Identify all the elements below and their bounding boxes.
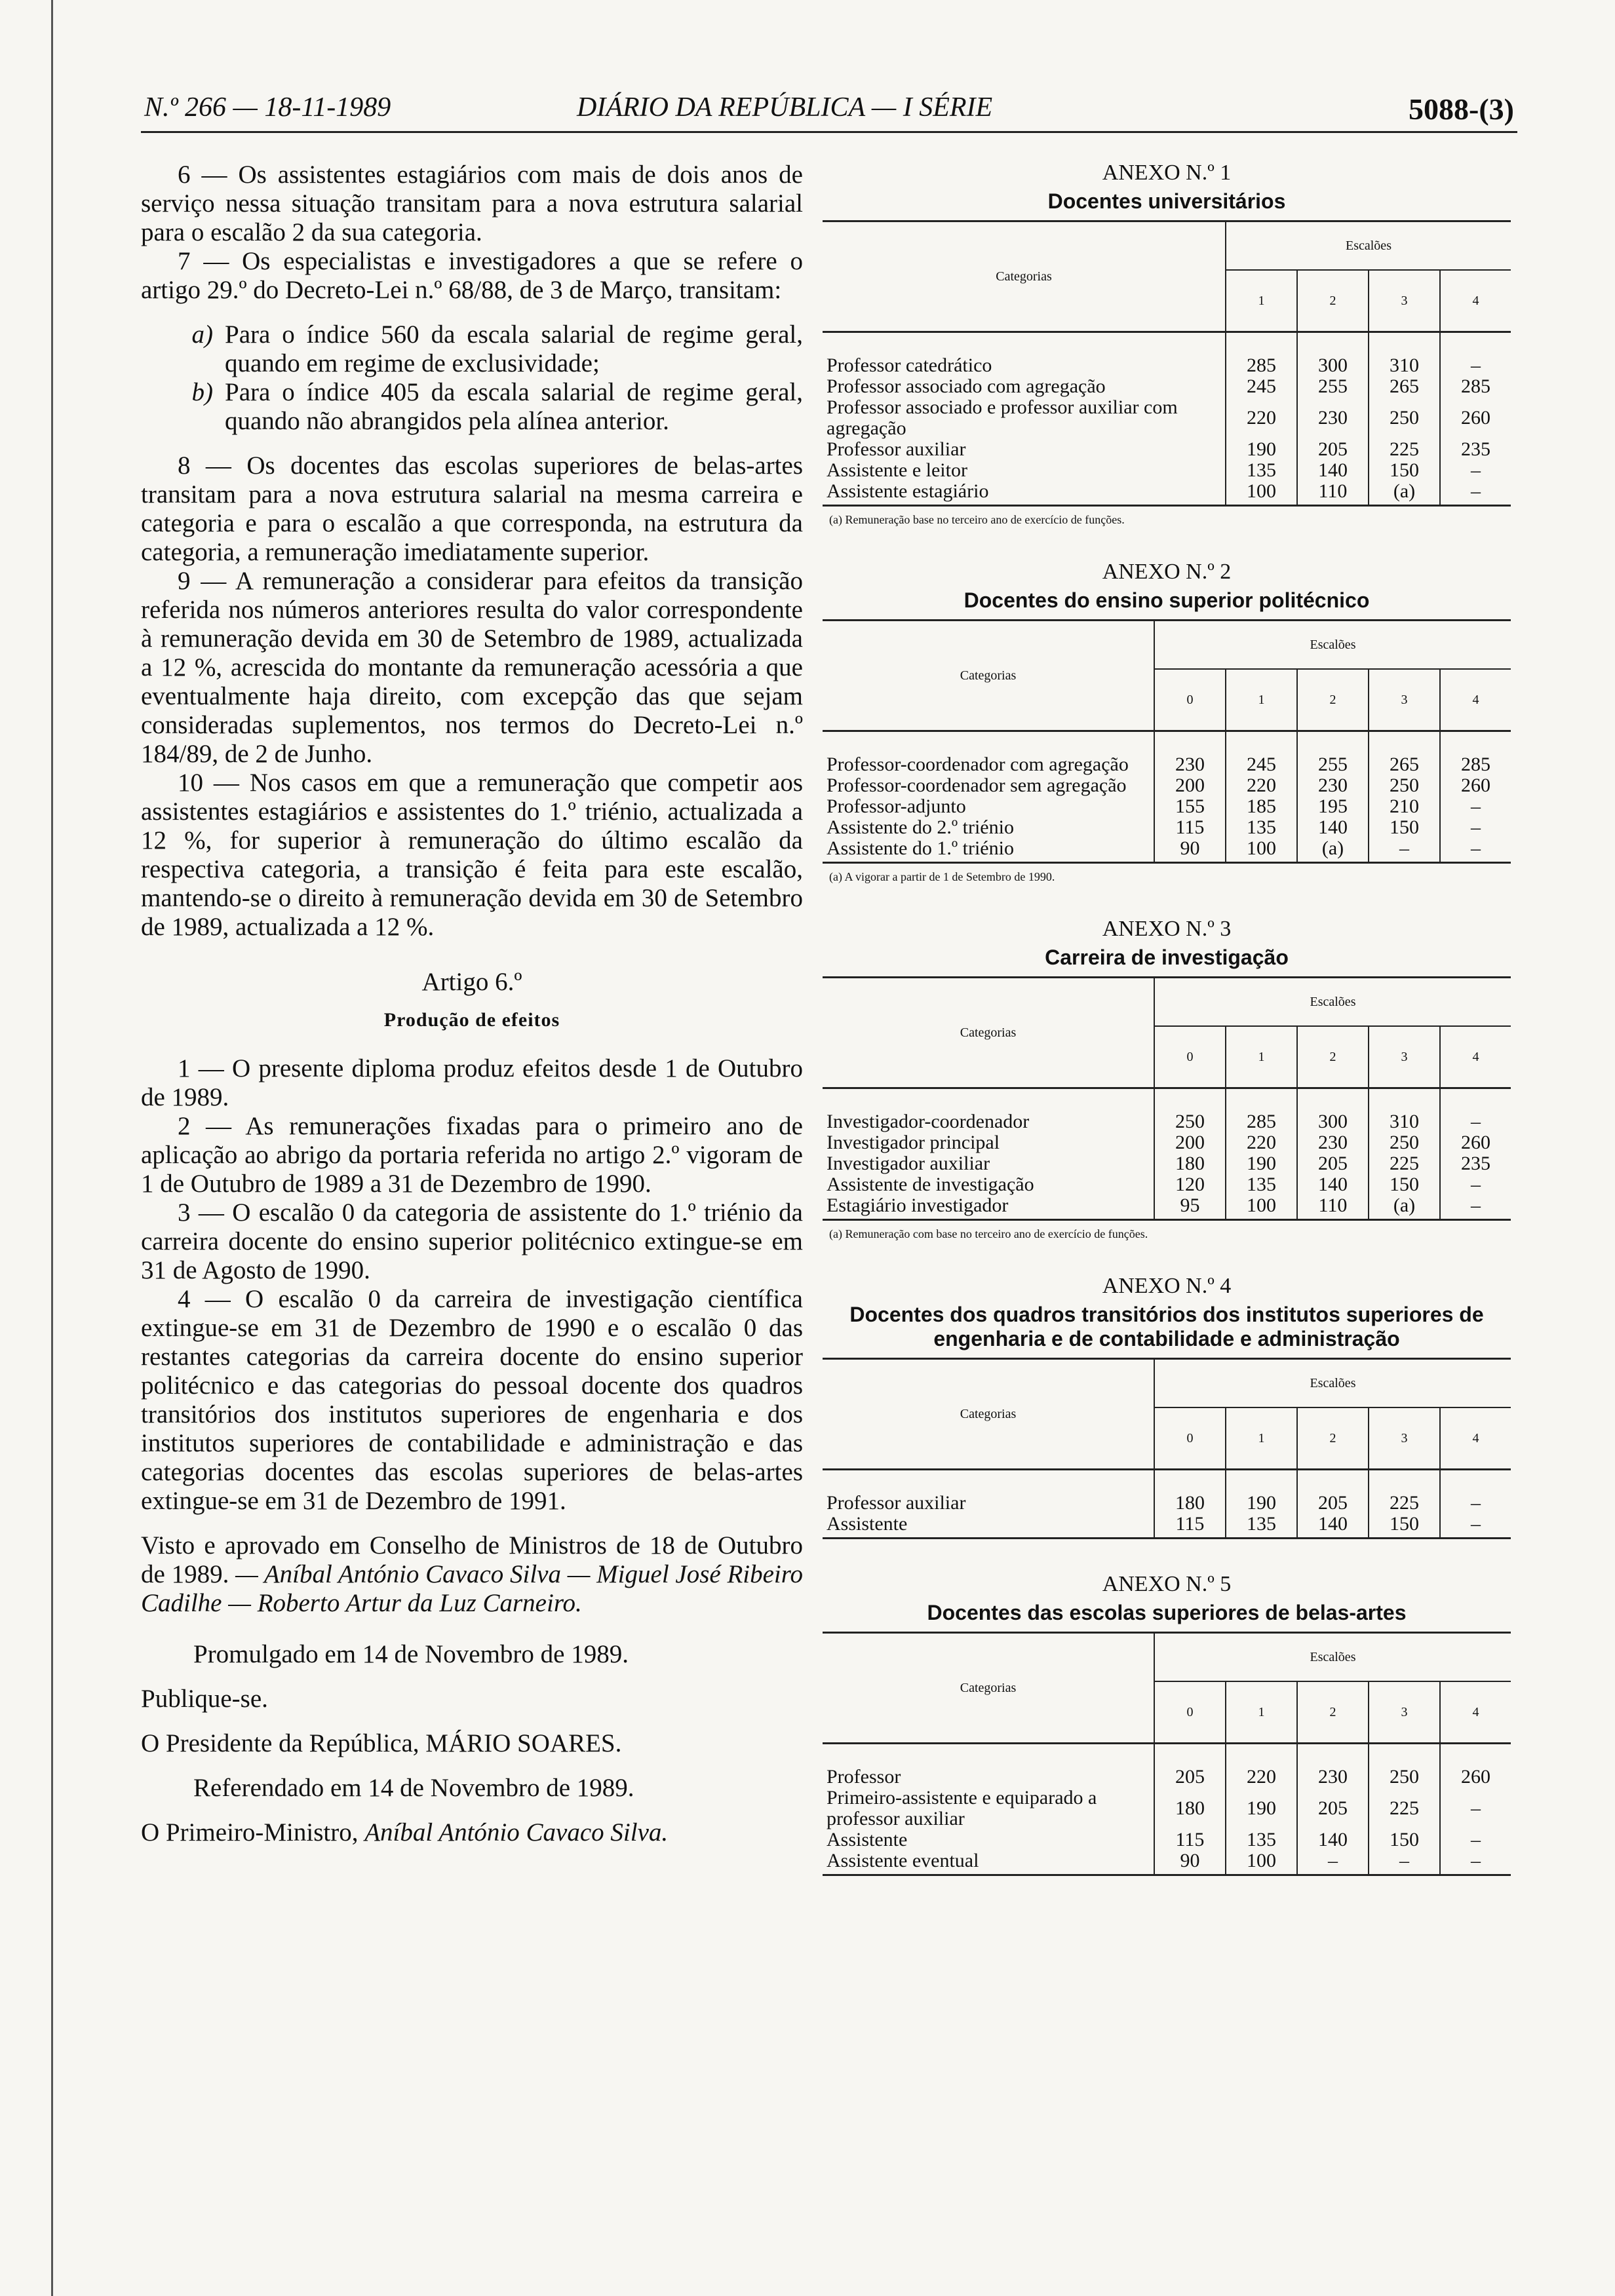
prime-minister-signature: O Primeiro-Ministro, Aníbal António Cavaco Silva.: [141, 1818, 669, 1846]
salary-index-cell: (a): [1369, 481, 1440, 506]
article-item-2: 2 — As remunerações fixadas para o primeiro ano de aplicação ao abrigo da portaria referida no artigo 2.º vigoram de 1 de Outubro de 1989 a 31 de Dezembro de 1990.: [141, 1112, 803, 1198]
salary-index-cell: 90: [1154, 1850, 1226, 1875]
categories-header: Categorias: [960, 1406, 1017, 1421]
salary-index-cell: 135: [1226, 1514, 1297, 1539]
table-row: [823, 439, 1511, 460]
salary-index-cell: 100: [1226, 481, 1297, 506]
countersignature-date: Referendado em 14 de Novembro de 1989.: [193, 1774, 634, 1802]
category-name: Professor auxiliar: [827, 1492, 966, 1514]
annex-subtitle: Docentes dos quadros transitórios dos institutos superiores de engenharia e de contabilidade e administração: [849, 1303, 1484, 1350]
escaloes-header: Escalões: [1154, 1633, 1511, 1682]
salary-index-cell: 250: [1154, 1088, 1226, 1133]
escalao-column-header: 4: [1440, 1026, 1511, 1088]
salary-index-cell: 205: [1154, 1744, 1226, 1788]
article-item-4: 4 — O escalão 0 da carreira de investigação científica extingue-se em 31 de Dezembro de 1990 e o escalão 0 das restantes categorias da carreira docente do ensino superior politécnico e das categorias do pessoal docente dos quadros transitórios dos institutos superiores de engenharia e dos institutos superiores de contabilidade e administração e das categorias docentes das escolas superiores de belas-artes extingue-se em 31 de Dezembro de 1991.: [141, 1285, 803, 1515]
salary-index-cell: 230: [1154, 731, 1226, 776]
salary-index-cell: –: [1369, 1850, 1440, 1875]
escalao-column-header: 3: [1369, 270, 1440, 332]
salary-index-cell: –: [1440, 1829, 1511, 1850]
salary-index-cell: 300: [1297, 332, 1369, 377]
category-name: Estagiário investigador: [827, 1195, 1009, 1216]
salary-index-cell: (a): [1297, 838, 1369, 863]
article-subtitle: Produção de efeitos: [383, 1009, 560, 1031]
salary-index-cell: 250: [1369, 1132, 1440, 1153]
salary-index-cell: 195: [1297, 796, 1369, 817]
article-title: Artigo 6.º: [421, 968, 522, 996]
categories-header: Categorias: [960, 668, 1017, 683]
article-item-1: 1 — O presente diploma produz efeitos desde 1 de Outubro de 1989.: [141, 1054, 803, 1111]
table-row: [823, 838, 1511, 863]
categories-header: Categorias: [960, 1025, 1017, 1040]
annexes-column: [823, 161, 1511, 1909]
paragraph-9: 9 — A remuneração a considerar para efeitos da transição referida nos números anteriores resulta do valor correspondente à remuneração devida em 30 de Setembro de 1989, actualizada a 12 %, acrescida do montante da remuneração acessória a que eventualmente haja direito, com excepção das que sejam consideradas suplementos, nos termos do Decreto-Lei n.º 184/89, de 2 de Junho.: [141, 567, 803, 768]
salary-index-cell: 260: [1440, 397, 1511, 439]
salary-index-cell: 140: [1297, 1174, 1369, 1195]
category-name: Assistente e leitor: [827, 459, 967, 481]
category-name: Assistente: [827, 1513, 908, 1535]
annex-title: ANEXO N.º 3: [1102, 917, 1232, 941]
salary-index-cell: –: [1440, 481, 1511, 506]
annex-title: ANEXO N.º 4: [1102, 1274, 1232, 1298]
salary-index-cell: 190: [1226, 439, 1297, 460]
salary-index-cell: 150: [1369, 1174, 1440, 1195]
annex-3: [823, 917, 1511, 1241]
salary-index-cell: 115: [1154, 1829, 1226, 1850]
annex-subtitle: Docentes universitários: [1047, 189, 1286, 213]
annex-title: ANEXO N.º 5: [1102, 1572, 1232, 1596]
salary-table: [823, 619, 1511, 864]
salary-index-cell: 220: [1226, 1744, 1297, 1788]
escalao-column-header: 1: [1226, 669, 1297, 731]
categories-header: Categorias: [960, 1680, 1017, 1695]
paragraph-6: 6 — Os assistentes estagiários com mais de dois anos de serviço nessa situação transitam para a nova estrutura salarial para o escalão 2 da sua categoria.: [141, 161, 803, 246]
escalao-column-header: 2: [1297, 1026, 1369, 1088]
left-column: [141, 161, 803, 1847]
category-name: Professor: [827, 1766, 901, 1788]
salary-index-cell: 120: [1154, 1174, 1226, 1195]
salary-index-cell: 235: [1440, 439, 1511, 460]
salary-index-cell: 260: [1440, 1744, 1511, 1788]
table-row: [823, 332, 1511, 377]
salary-index-cell: –: [1440, 817, 1511, 838]
salary-index-cell: 200: [1154, 775, 1226, 796]
salary-index-cell: –: [1440, 1514, 1511, 1539]
escalao-column-header: 2: [1297, 1407, 1369, 1470]
salary-index-cell: 190: [1226, 1470, 1297, 1514]
table-row: [823, 481, 1511, 506]
salary-index-cell: –: [1440, 1470, 1511, 1514]
category-name: Investigador auxiliar: [827, 1153, 990, 1174]
table-row: [823, 1829, 1511, 1850]
escalao-column-header: 3: [1369, 1026, 1440, 1088]
escalao-column-header: 3: [1369, 669, 1440, 731]
escalao-column-header: 2: [1297, 270, 1369, 332]
salary-index-cell: –: [1440, 1850, 1511, 1875]
salary-index-cell: 140: [1297, 1514, 1369, 1539]
salary-index-cell: 140: [1297, 460, 1369, 481]
salary-index-cell: 265: [1369, 376, 1440, 397]
table-row: [823, 376, 1511, 397]
escalao-column-header: 4: [1440, 1407, 1511, 1470]
page-header: [144, 92, 1514, 131]
paragraph-7: 7 — Os especialistas e investigadores a que se refere o artigo 29.º do Decreto-Lei n.º 68/88, de 3 de Março, transitam:: [141, 247, 803, 304]
salary-index-cell: 225: [1369, 1153, 1440, 1174]
salary-index-cell: 180: [1154, 1153, 1226, 1174]
salary-index-cell: –: [1440, 332, 1511, 377]
salary-index-cell: 260: [1440, 1132, 1511, 1153]
salary-index-cell: –: [1440, 460, 1511, 481]
category-name: Professor-coordenador com agregação: [827, 754, 1129, 775]
salary-index-cell: 285: [1440, 731, 1511, 776]
salary-index-cell: 95: [1154, 1195, 1226, 1220]
escalao-column-header: 0: [1154, 669, 1226, 731]
category-name: Assistente estagiário: [827, 480, 989, 502]
escalao-column-header: 4: [1440, 1681, 1511, 1744]
escalao-column-header: 1: [1226, 270, 1297, 332]
category-name: Investigador-coordenador: [827, 1111, 1030, 1132]
salary-index-cell: 150: [1369, 1514, 1440, 1539]
salary-table: [823, 1358, 1511, 1539]
table-row: [823, 1153, 1511, 1174]
salary-index-cell: 265: [1369, 731, 1440, 776]
escalao-column-header: 0: [1154, 1026, 1226, 1088]
annex-2: [823, 560, 1511, 884]
salary-index-cell: 225: [1369, 439, 1440, 460]
salary-index-cell: 135: [1226, 817, 1297, 838]
escaloes-header: Escalões: [1154, 621, 1511, 670]
table-row: [823, 1174, 1511, 1195]
categories-header: Categorias: [996, 269, 1052, 284]
table-row: [823, 1195, 1511, 1220]
table-row: [823, 731, 1511, 776]
salary-index-cell: 110: [1297, 1195, 1369, 1220]
binding-edge-line: [51, 0, 53, 2296]
salary-index-cell: 180: [1154, 1470, 1226, 1514]
table-row: [823, 1470, 1511, 1514]
salary-index-cell: 255: [1297, 731, 1369, 776]
table-row: [823, 460, 1511, 481]
salary-index-cell: –: [1440, 796, 1511, 817]
salary-index-cell: 90: [1154, 838, 1226, 863]
salary-index-cell: 250: [1369, 775, 1440, 796]
signatories: — Aníbal António Cavaco Silva — Miguel José Ribeiro Cadilhe — Roberto Artur da Luz Carneiro.: [141, 1560, 804, 1617]
salary-index-cell: 140: [1297, 817, 1369, 838]
category-name: Assistente do 2.º triénio: [827, 816, 1014, 838]
category-name: Primeiro-assistente e equiparado a professor auxiliar: [827, 1787, 1097, 1829]
escalao-column-header: 4: [1440, 669, 1511, 731]
list-item: b) Para o índice 405 da escala salarial de regime geral, quando não abrangidos pela alínea anterior.: [191, 378, 803, 435]
salary-index-cell: 230: [1297, 397, 1369, 439]
salary-index-cell: 100: [1226, 1850, 1297, 1875]
salary-table: [823, 1632, 1511, 1876]
salary-index-cell: 245: [1226, 376, 1297, 397]
salary-index-cell: 180: [1154, 1788, 1226, 1829]
salary-index-cell: 115: [1154, 1514, 1226, 1539]
salary-index-cell: (a): [1369, 1195, 1440, 1220]
salary-index-cell: 310: [1369, 332, 1440, 377]
salary-index-cell: –: [1440, 1174, 1511, 1195]
salary-index-cell: 205: [1297, 1788, 1369, 1829]
category-name: Investigador principal: [827, 1132, 1000, 1153]
table-row: [823, 1514, 1511, 1539]
category-name: Assistente de investigação: [827, 1174, 1034, 1195]
salary-index-cell: 100: [1226, 838, 1297, 863]
table-row: [823, 796, 1511, 817]
escalao-column-header: 2: [1297, 1681, 1369, 1744]
salary-index-cell: –: [1440, 1195, 1511, 1220]
table-row: [823, 1850, 1511, 1875]
escalao-column-header: 1: [1226, 1407, 1297, 1470]
president-signature: O Presidente da República, MÁRIO SOARES.: [141, 1729, 622, 1757]
salary-index-cell: 210: [1369, 796, 1440, 817]
table-row: [823, 775, 1511, 796]
salary-index-cell: 190: [1226, 1153, 1297, 1174]
salary-index-cell: –: [1440, 1788, 1511, 1829]
salary-index-cell: 285: [1440, 376, 1511, 397]
salary-index-cell: 230: [1297, 1132, 1369, 1153]
salary-index-cell: 135: [1226, 1829, 1297, 1850]
salary-index-cell: 220: [1226, 1132, 1297, 1153]
salary-index-cell: 155: [1154, 796, 1226, 817]
publication-order: Publique-se.: [141, 1685, 268, 1713]
escalao-column-header: 3: [1369, 1681, 1440, 1744]
salary-index-cell: –: [1369, 838, 1440, 863]
approval-text: Visto e aprovado em Conselho de Ministros de 18 de Outubro de 1989. — Aníbal António Cavaco Silva — Miguel José Ribeiro Cadilhe — Roberto Artur da Luz Carneiro.: [141, 1531, 804, 1617]
escalao-column-header: 0: [1154, 1407, 1226, 1470]
category-name: Professor associado com agregação: [827, 375, 1106, 397]
paragraph-10: 10 — Nos casos em que a remuneração que competir aos assistentes estagiários e assistentes do 1.º triénio, actualizada a 12 %, for superior à remuneração do último escalão da respectiva categoria, a transição é feita para este escalão, mantendo-se o direito à remuneração devida em 30 de Setembro de 1989, actualizada a 12 %.: [141, 769, 803, 941]
salary-index-cell: 285: [1226, 1088, 1297, 1133]
annex-5: [823, 1572, 1511, 1876]
salary-index-cell: 310: [1369, 1088, 1440, 1133]
escaloes-header: Escalões: [1226, 221, 1511, 271]
salary-index-cell: 110: [1297, 481, 1369, 506]
salary-index-cell: 140: [1297, 1829, 1369, 1850]
salary-index-cell: 260: [1440, 775, 1511, 796]
salary-index-cell: 115: [1154, 817, 1226, 838]
escalao-column-header: 1: [1226, 1681, 1297, 1744]
table-row: [823, 1088, 1511, 1133]
annex-1: [823, 161, 1511, 527]
table-footnote: (a) Remuneração base no terceiro ano de exercício de funções.: [829, 513, 1125, 526]
annex-title: ANEXO N.º 2: [1102, 560, 1232, 584]
annex-title: ANEXO N.º 1: [1102, 161, 1232, 185]
salary-index-cell: 255: [1297, 376, 1369, 397]
promulgation: Promulgado em 14 de Novembro de 1989.: [193, 1640, 629, 1668]
table-footnote: (a) Remuneração com base no terceiro ano de exercício de funções.: [829, 1227, 1148, 1240]
salary-index-cell: 230: [1297, 775, 1369, 796]
escaloes-header: Escalões: [1154, 1359, 1511, 1408]
table-row: [823, 1132, 1511, 1153]
salary-index-cell: 225: [1369, 1470, 1440, 1514]
salary-index-cell: 205: [1297, 439, 1369, 460]
salary-index-cell: 185: [1226, 796, 1297, 817]
journal-title: DIÁRIO DA REPÚBLICA — I SÉRIE: [577, 92, 993, 123]
escaloes-header: Escalões: [1154, 978, 1511, 1027]
category-name: Professor catedrático: [827, 354, 992, 376]
escalao-column-header: 0: [1154, 1681, 1226, 1744]
salary-index-cell: 225: [1369, 1788, 1440, 1829]
salary-index-cell: 220: [1226, 775, 1297, 796]
annex-4: [823, 1274, 1511, 1539]
annex-subtitle: Docentes do ensino superior politécnico: [963, 588, 1370, 612]
annex-subtitle: Docentes das escolas superiores de belas-artes: [927, 1601, 1407, 1624]
salary-index-cell: 220: [1226, 397, 1297, 439]
salary-index-cell: 200: [1154, 1132, 1226, 1153]
salary-index-cell: 100: [1226, 1195, 1297, 1220]
category-name: Professor associado e professor auxiliar com agregação: [827, 396, 1178, 439]
header-rule: [141, 131, 1517, 133]
paragraph-8: 8 — Os docentes das escolas superiores de belas-artes transitam para a nova estrutura salarial na mesma carreira e categoria e para o escalão a que corresponda, na estrutura da categoria, a remuneração imediatamente superior.: [141, 451, 803, 566]
page-number: 5088-(3): [1409, 92, 1514, 126]
category-name: Assistente do 1.º triénio: [827, 837, 1014, 859]
escalao-column-header: 3: [1369, 1407, 1440, 1470]
salary-index-cell: 250: [1369, 397, 1440, 439]
category-name: Professor auxiliar: [827, 438, 966, 460]
table-row: [823, 817, 1511, 838]
salary-index-cell: 150: [1369, 817, 1440, 838]
category-name: Professor-coordenador sem agregação: [827, 775, 1127, 796]
salary-index-cell: –: [1297, 1850, 1369, 1875]
issue-number: N.º 266 — 18-11-1989: [144, 92, 391, 123]
article-item-3: 3 — O escalão 0 da categoria de assistente do 1.º triénio da carreira docente do ensino superior politécnico extingue-se em 31 de Agosto de 1990.: [141, 1198, 803, 1284]
salary-index-cell: 150: [1369, 1829, 1440, 1850]
salary-index-cell: 190: [1226, 1788, 1297, 1829]
table-row: [823, 1788, 1511, 1829]
table-row: [823, 397, 1511, 439]
escalao-column-header: 2: [1297, 669, 1369, 731]
salary-index-cell: 150: [1369, 460, 1440, 481]
salary-index-cell: 235: [1440, 1153, 1511, 1174]
salary-index-cell: 250: [1369, 1744, 1440, 1788]
salary-index-cell: 205: [1297, 1470, 1369, 1514]
category-name: Assistente eventual: [827, 1850, 979, 1871]
salary-index-cell: 205: [1297, 1153, 1369, 1174]
table-row: [823, 1744, 1511, 1788]
salary-index-cell: 285: [1226, 332, 1297, 377]
salary-table: [823, 220, 1511, 507]
salary-index-cell: 245: [1226, 731, 1297, 776]
salary-index-cell: 300: [1297, 1088, 1369, 1133]
category-name: Assistente: [827, 1829, 908, 1850]
table-footnote: (a) A vigorar a partir de 1 de Setembro de 1990.: [829, 870, 1055, 883]
annex-subtitle: Carreira de investigação: [1045, 946, 1289, 969]
escalao-column-header: 4: [1440, 270, 1511, 332]
salary-index-cell: –: [1440, 1088, 1511, 1133]
salary-table: [823, 976, 1511, 1221]
salary-index-cell: 230: [1297, 1744, 1369, 1788]
list-item: a) Para o índice 560 da escala salarial de regime geral, quando em regime de exclusividade;: [191, 320, 803, 377]
salary-index-cell: 135: [1226, 1174, 1297, 1195]
paragraph-7-list: [141, 320, 803, 436]
category-name: Professor-adjunto: [827, 795, 966, 817]
salary-index-cell: 135: [1226, 460, 1297, 481]
escalao-column-header: 1: [1226, 1026, 1297, 1088]
salary-index-cell: –: [1440, 838, 1511, 863]
